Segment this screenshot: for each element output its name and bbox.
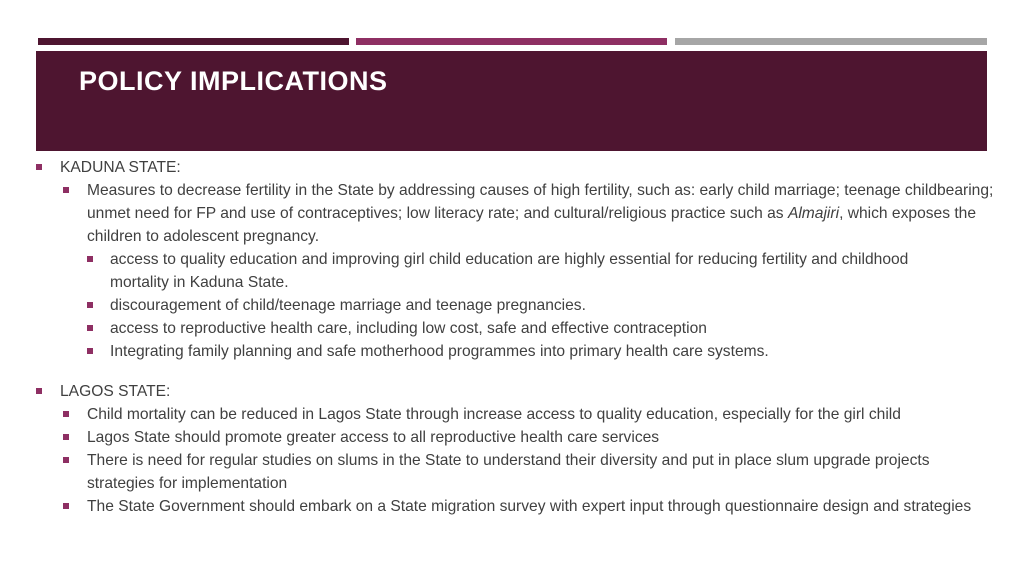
bullet-square-icon xyxy=(36,388,42,394)
bullet-square-icon xyxy=(63,434,69,440)
list-item-kaduna-measure xyxy=(0,179,1024,248)
list-item-lagos-heading xyxy=(0,380,1024,403)
list-item-kaduna-sub xyxy=(0,317,1024,340)
lagos-item-text: There is need for regular studies on slums in the State to understand their diversity and put in place slum upgrade projects strategies for implementation xyxy=(87,452,930,492)
bullet-square-icon xyxy=(87,302,93,308)
list-item-kaduna-sub xyxy=(0,248,1024,294)
slide-body xyxy=(0,156,1024,518)
kaduna-measure-tail: , which exposes the children to adolescent pregnancy. xyxy=(87,205,977,245)
list-item-kaduna-heading xyxy=(0,156,1024,179)
section-spacer xyxy=(0,363,1024,380)
kaduna-measure-italic: Almajiri xyxy=(787,205,840,222)
bullet-square-icon xyxy=(63,411,69,417)
bullet-square-icon xyxy=(36,164,42,170)
bullet-square-icon xyxy=(87,256,93,262)
kaduna-measure-text: Measures to decrease fertility in the State by addressing causes of high fertility, such as: early child marriage; teenage childbearing; unmet need for FP and use of contraceptives; low literacy rate; and cultural/religious practice such as xyxy=(87,182,994,222)
list-item-lagos xyxy=(0,495,1024,518)
bullet-square-icon xyxy=(63,503,69,509)
accent-bar-magenta xyxy=(356,38,667,45)
list-item-lagos xyxy=(0,449,1024,495)
lagos-item-text: Lagos State should promote greater access to all reproductive health care services xyxy=(87,429,660,446)
kaduna-sub-text: access to quality education and improving girl child education are highly essential for reducing fertility and childhood mortality in Kaduna State. xyxy=(110,251,909,291)
accent-bar-gray xyxy=(675,38,987,45)
lagos-heading: LAGOS STATE: xyxy=(60,383,171,400)
bullet-square-icon xyxy=(63,187,69,193)
kaduna-sub-text: access to reproductive health care, including low cost, safe and effective contraception xyxy=(110,320,707,337)
list-item-lagos xyxy=(0,403,1024,426)
bullet-square-icon xyxy=(87,325,93,331)
bullet-square-icon xyxy=(87,348,93,354)
kaduna-sub-text: Integrating family planning and safe motherhood programmes into primary health care systems. xyxy=(110,343,769,360)
kaduna-heading: KADUNA STATE: xyxy=(60,159,181,176)
list-item-kaduna-sub xyxy=(0,340,1024,363)
lagos-item-text: The State Government should embark on a State migration survey with expert input through questionnaire design and strategies xyxy=(87,498,972,515)
bullet-square-icon xyxy=(63,457,69,463)
slide-title: POLICY IMPLICATIONS xyxy=(79,66,388,96)
accent-bar-dark xyxy=(38,38,349,45)
lagos-item-text: Child mortality can be reduced in Lagos State through increase access to quality education, especially for the girl child xyxy=(87,406,901,423)
kaduna-sub-text: discouragement of child/teenage marriage and teenage pregnancies. xyxy=(110,297,586,314)
list-item-kaduna-sub xyxy=(0,294,1024,317)
list-item-lagos xyxy=(0,426,1024,449)
